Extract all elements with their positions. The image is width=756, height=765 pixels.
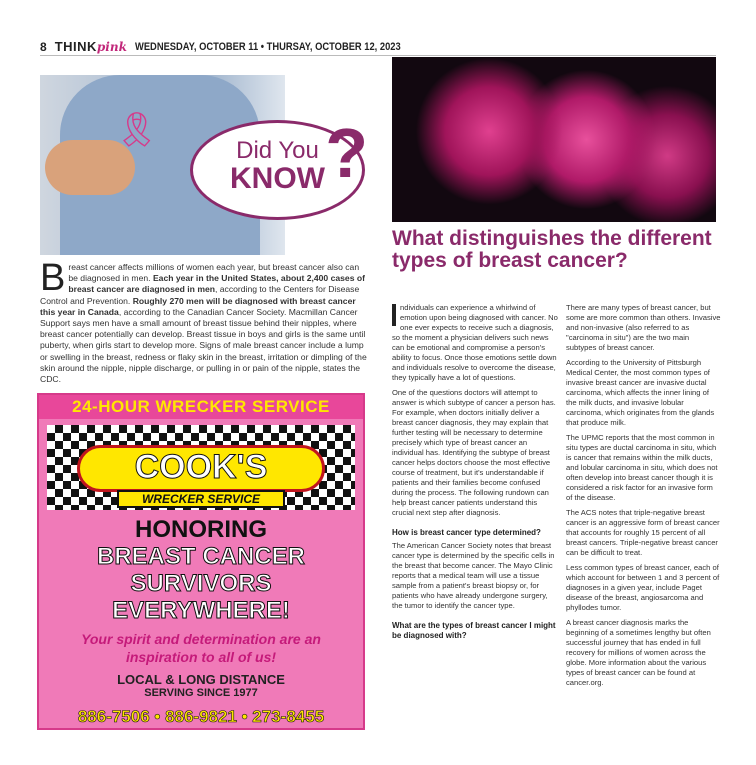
- page-header: [40, 38, 716, 56]
- ad-local: LOCAL & LONG DISTANCE: [117, 672, 285, 687]
- subhead: How is breast cancer type determined?: [392, 528, 541, 537]
- article-column-1: ndividuals can experience a whirlwind of emotion upon being diagnosed with cancer. No one ever expects to receive such a diagnosis, so the moment a physician delivers such news can be emotional and compromise a person's ability to focus. Once those emotions settle down and individuals resolve to overcome the disease, they typically have a lot of questions. One of the questions doctors will attempt to answer is which subtype of cancer a person has. For example, when doctors initially deliver a breast cancer diagnosis, they may explain that further testing will be necessary to determine precisely which type of breast cancer an individual has. Identifying the subtype of breast cancer helps doctors choose the most effective course of treatment, but it's understandable if patients and their families become confused during the process. The following rundown can help breast cancer patients understand this crucial next step after diagnosis. How is breast cancer type determined? The American Cancer Society notes that breast cancer type is determined by the specific cells in the breast that become cancer. The Mayo Clinic reports that a medical team will use a tissue sample from a patient's breast biopsy or, for patients who have already undergone surgery, the tumor to identify the cancer type. What are the types of breast cancer I might be diagnosed with?: [392, 303, 560, 644]
- article-column-2: There are many types of breast cancer, but some are more common than others. Invasive and non-invasive (also referred to as "carcinoma in situ") are the two main subtypes of breast cancer. According to the University of Pittsburgh Medical Center, the most common types of invasive breast cancer are invasive ductal carcinoma, which affects the inner lining of the milk ducts, and invasive lobular carcinoma, which originates from the glands that produce milk. The UPMC reports that the most common in situ types are ductal carcinoma in situ, which is cancer that remains within the milk ducts, and lobular carcinoma in situ, which does not often develop into breast cancer though it is considered a risk factor for an invasive form of the disease. The ACS notes that triple-negative breast cancer is an aggressive form of breast cancer that accounts for roughly 15 percent of all breast cancers. Triple-negative breast cancer can be difficult to treat. Less common types of breast cancer, each of which account for between 1 and 3 percent of diagnoses in a given year, include Paget disease of the breast, angiosarcoma and phyllodes tumor. A breast cancer diagnosis marks the beginning of a sometimes lengthy but often successful journey that has ended in full recovery for millions of women across the globe. More information about the various types of breast cancer can be found at cancer.org.: [566, 303, 721, 687]
- page-number: 8: [40, 39, 47, 54]
- drop-cap-i: [392, 304, 396, 326]
- ad-survivors: BREAST CANCER SURVIVORS: [96, 543, 305, 597]
- issue-date: WEDNESDAY, OCTOBER 11 • THURSAY, OCTOBER 12, 2023: [134, 40, 401, 53]
- checkered-flag: [47, 425, 355, 510]
- ad-honoring: HONORING: [135, 516, 267, 543]
- ad-slogan: Your spirit and determination are an inspiration to all of us!: [81, 631, 321, 665]
- did-you-know-text: Breast cancer affects millions of women each year, but breast cancer also can be diagnosed in men. Each year in the United States, about 2,400 cases of breast cancer are diagnosed in men, according to the Centers for Disease Control and Prevention. Roughly 270 men will be diagnosed with breast cancer this year in Canada, according to the Canadian Cancer Society. Macmillan Cancer Support says men have a small amount of breast tissue behind their nipples, where breast cancer potentially can develop. Breast tissue in boys and girls is the same until puberty, when girls start to develop more. Signs of male breast cancer include a lump or swelling in the breast, redness or flaky skin in the breast, irritation or dimpling of the skin around the nipple, nipple discharge, or pulling in or pain of the nipple, states the CDC.: [40, 257, 367, 385]
- ad-everywhere: EVERYWHERE!: [112, 597, 290, 624]
- article-headline: What distinguishes the different types of breast cancer?: [392, 227, 712, 272]
- question-mark-icon: ?: [325, 114, 368, 192]
- pink-ribbon-icon: 🎗: [115, 111, 159, 149]
- subhead: What are the types of breast cancer I might be diagnosed with?: [392, 621, 556, 640]
- logo-subtitle: WRECKER SERVICE: [117, 490, 285, 508]
- cooks-wrecker-ad: [37, 393, 365, 730]
- cooks-logo: COOK'S: [77, 445, 325, 492]
- drop-cap: B: [40, 257, 66, 299]
- cancer-cells-photo: [392, 57, 716, 222]
- ad-since: SERVING SINCE 1977: [144, 687, 258, 699]
- ad-top-banner: 24-HOUR WRECKER SERVICE: [39, 395, 363, 419]
- section-logo: THINKpink: [54, 39, 127, 54]
- ad-phones: 886-7506 • 886-9821 • 273-8455: [77, 707, 325, 726]
- did-you-know-bubble: Did You KNOW ?: [190, 120, 365, 220]
